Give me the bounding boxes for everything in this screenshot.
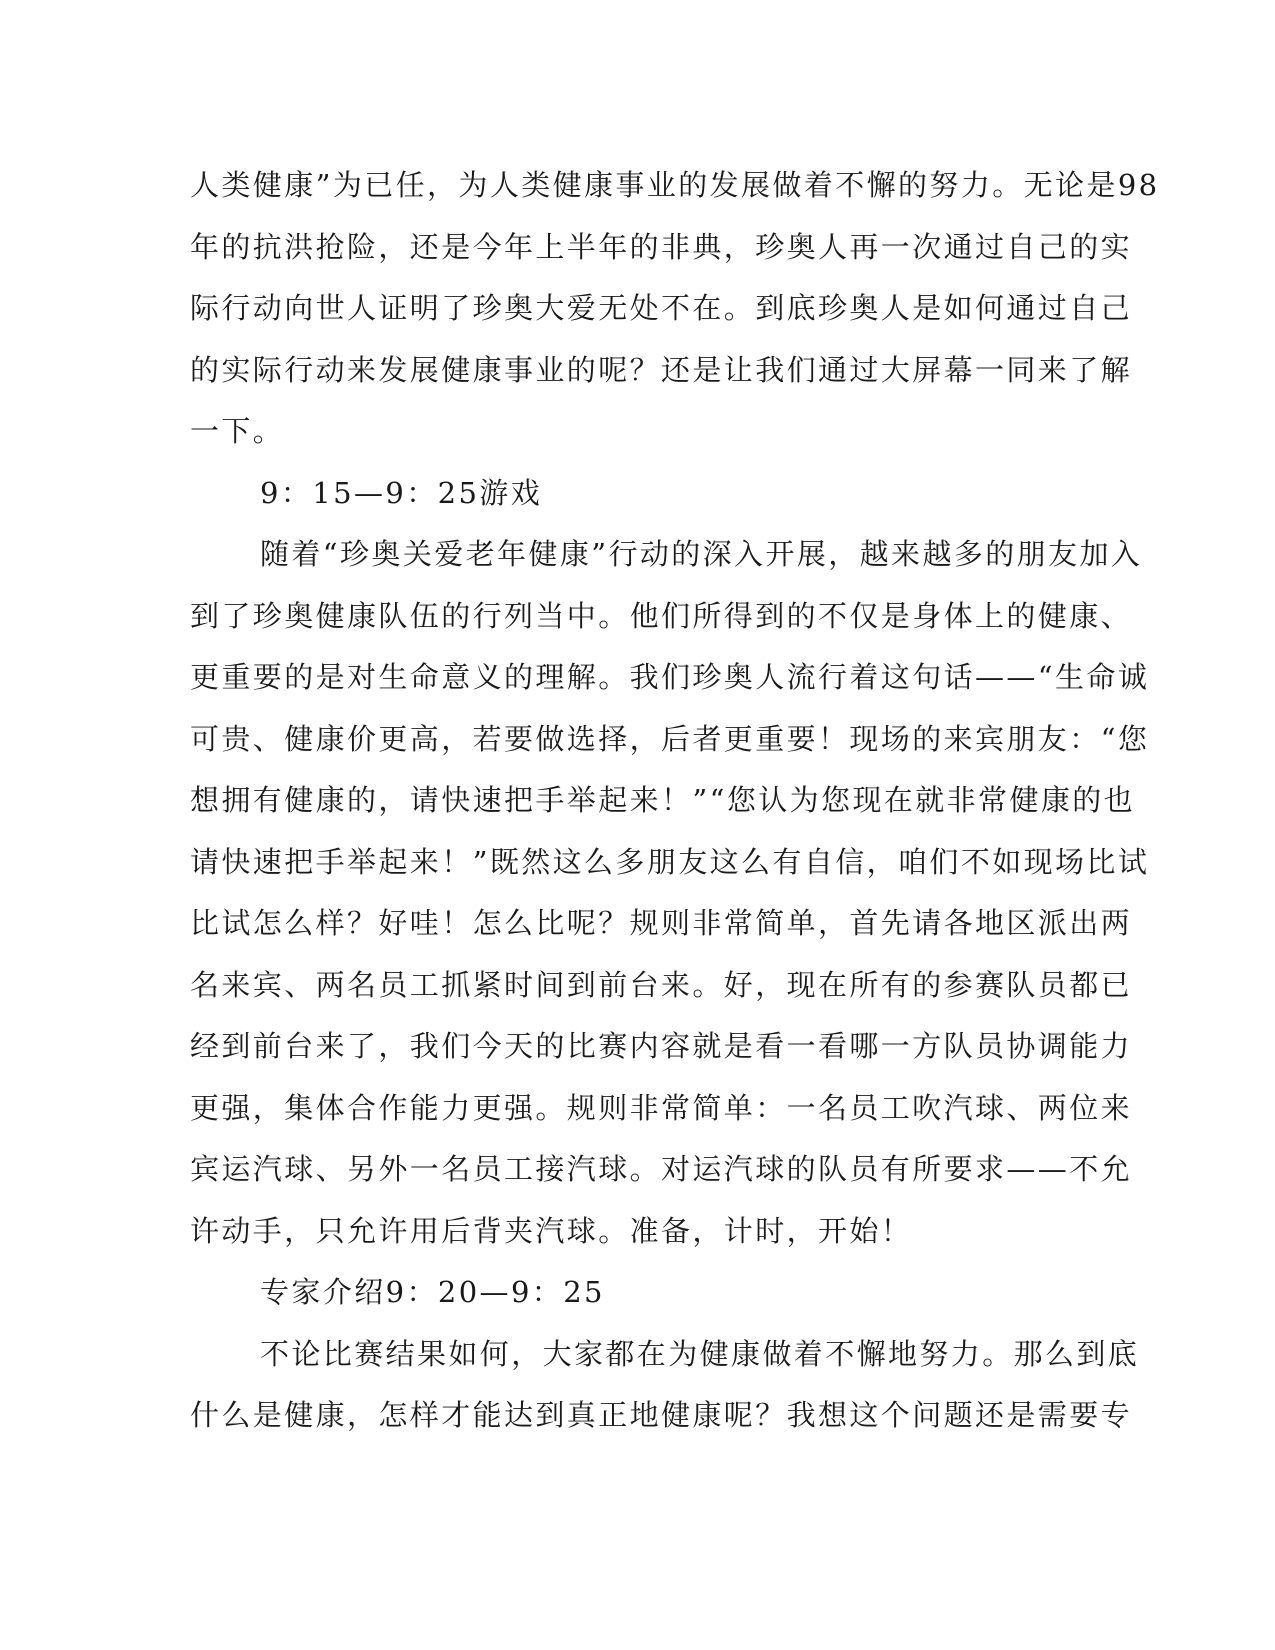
text-line: 一下。 [190, 414, 285, 448]
text-line: 人类健康”为已任，为人类健康事业的发展做着不懈的努力。无论是98 [190, 168, 1160, 202]
text-line: 随着“珍奥关爱老年健康”行动的深入开展，越来越多的朋友加入 [260, 537, 1143, 571]
text-line: 更重要的是对生命意义的理解。我们珍奥人流行着这句话——“生命诚 [190, 660, 1150, 694]
text-line: 更强，集体合作能力更强。规则非常简单：一名员工吹汽球、两位来 [190, 1090, 1133, 1125]
section-heading-game [190, 463, 1080, 525]
text-line: 际行动向世人证明了珍奥大爱无处不在。到底珍奥人是如何通过自己 [190, 291, 1133, 325]
text-line: 年的抗洪抢险，还是今年上半年的非典，珍奥人再一次通过自己的实 [190, 229, 1133, 264]
text-line: 什么是健康，怎样才能达到真正地健康呢？我想这个问题还是需要专 [190, 1398, 1133, 1432]
text-line: 许动手，只允许用后背夹汽球。准备，计时，开始！ [190, 1213, 913, 1248]
section-heading-expert [190, 1262, 1080, 1324]
text-line: 9：15—9：25游戏 [260, 475, 543, 510]
text-line: 宾运汽球、另外一名员工接汽球。对运汽球的队员有所要求——不允 [190, 1152, 1133, 1186]
text-line: 名来宾、两名员工抓紧时间到前台来。好，现在所有的参赛队员都已 [190, 967, 1133, 1002]
text-line: 比试怎么样？好哇！怎么比呢？规则非常简单，首先请各地区派出两 [190, 906, 1133, 940]
text-line: 请快速把手举起来！”既然这么多朋友这么有自信，咱们不如现场比试 [190, 844, 1150, 879]
text-line: 的实际行动来发展健康事业的呢？还是让我们通过大屏幕一同来了解 [190, 352, 1133, 387]
text-line: 想拥有健康的，请快速把手举起来！”“您认为您现在就非常健康的也 [190, 783, 1136, 817]
paragraph-expert [190, 1324, 1140, 1447]
document-body [190, 155, 1160, 1447]
text-line: 可贵、健康价更高，若要做选择，后者更重要！现场的来宾朋友：“您 [190, 721, 1150, 756]
paragraph-game [190, 524, 1150, 1262]
text-line: 经到前台来了，我们今天的比赛内容就是看一看哪一方队员协调能力 [190, 1029, 1133, 1063]
text-line: 到了珍奥健康队伍的行列当中。他们所得到的不仅是身体上的健康、 [190, 598, 1133, 633]
text-line: 专家介绍9：20—9：25 [260, 1275, 605, 1309]
text-line: 不论比赛结果如何，大家都在为健康做着不懈地努力。那么到底 [260, 1336, 1140, 1371]
paragraph-intro [190, 155, 1160, 463]
